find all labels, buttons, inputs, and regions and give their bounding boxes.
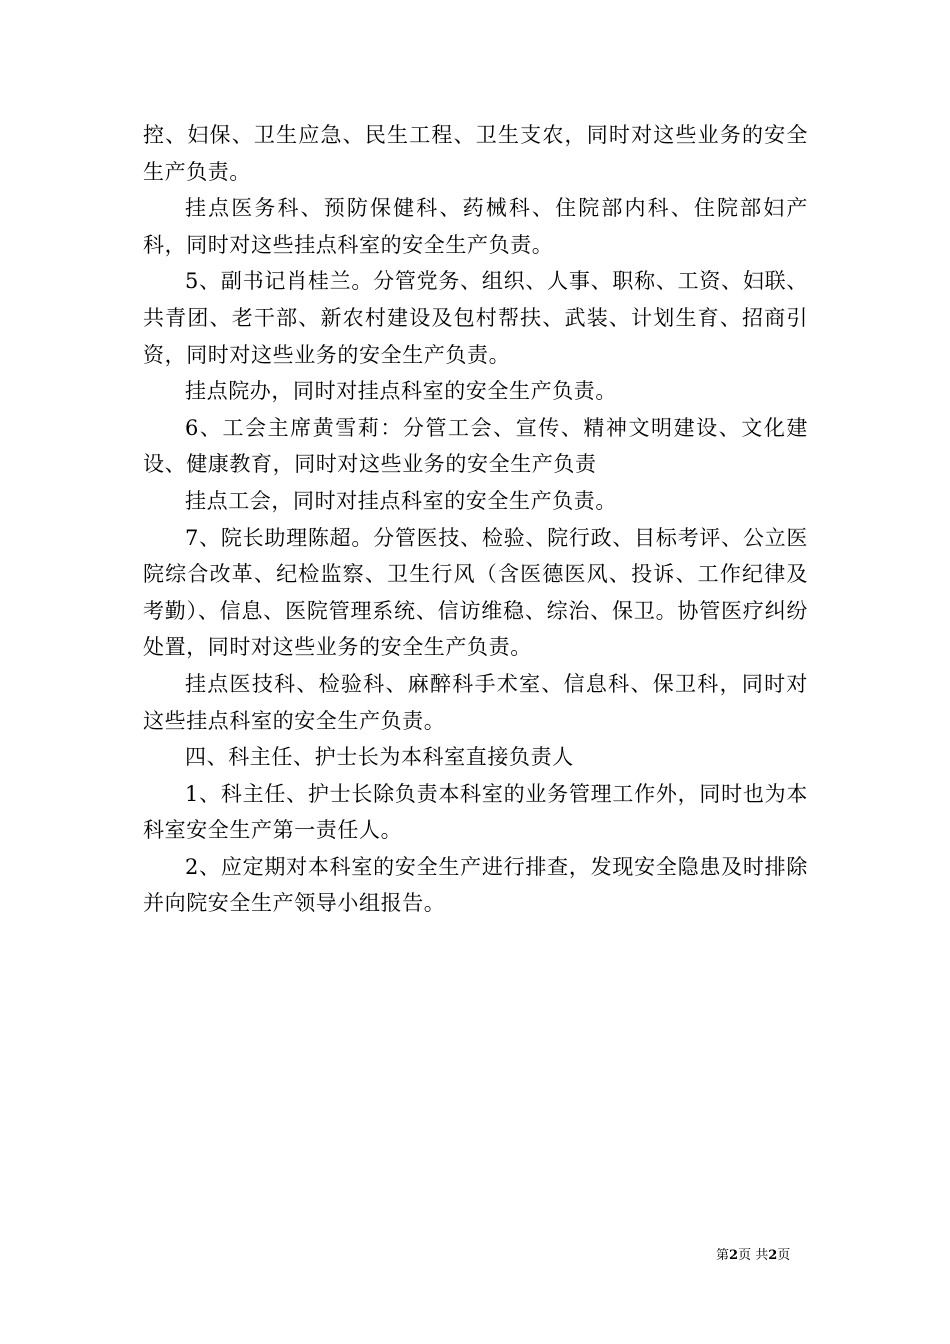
section-heading-four: 四、科主任、护士长为本科室直接负责人 [185,745,574,770]
footer-prefix: 第 [716,1248,730,1263]
paragraph-liaison-office: 挂点院办，同时对挂点科室的安全生产负责。 [185,379,617,404]
paragraph-continued-duties: 控、妇保、卫生应急、民生工程、卫生支农，同时对这些业务的安全生产负责。 [143,123,808,184]
footer-current-page: 2 [729,1248,739,1263]
paragraph-liaison-departments-1: 挂点医务科、预防保健科、药械科、住院部内科、住院部妇产科，同时对这些挂点科室的安全生产负责。 [143,196,808,257]
paragraph-liaison-union: 挂点工会，同时对挂点科室的安全生产负责。 [185,488,617,513]
page-number-footer [716,1248,790,1264]
paragraph-dean-assistant: 7、院长助理陈超。分管医技、检验、院行政、目标考评、公立医院综合改革、纪检监察、卫生行风（含医德医风、投诉、工作纪律及考勤）、信息、医院管理系统、信访维稳、综治、保卫。协管医疗纠纷处置，同时对这些业务的安全生产负责。 [143,525,808,660]
paragraph-item-1: 1、科主任、护士长除负责本科室的业务管理工作外，同时也为本科室安全生产第一责任人。 [143,781,808,843]
paragraph-item-2: 2、应定期对本科室的安全生产进行排查，发现安全隐患及时排除并向院安全生产领导小组报告。 [143,854,808,916]
footer-total-pages: 2 [768,1248,778,1263]
footer-suffix: 页 [777,1248,791,1263]
footer-middle: 页 共 [738,1248,769,1263]
paragraph-deputy-secretary: 5、副书记肖桂兰。分管党务、组织、人事、职称、工资、妇联、共青团、老干部、新农村建设及包村帮扶、武装、计划生育、招商引资，同时对这些业务的安全生产负责。 [143,269,808,367]
paragraph-liaison-departments-2: 挂点医技科、检验科、麻醉科手术室、信息科、保卫科，同时对这些挂点科室的安全生产负责。 [143,671,808,733]
paragraph-union-chair: 6、工会主席黄雪莉：分管工会、宣传、精神文明建设、文化建设、健康教育，同时对这些业务的安全生产负责 [143,415,808,477]
document-body [143,117,808,922]
